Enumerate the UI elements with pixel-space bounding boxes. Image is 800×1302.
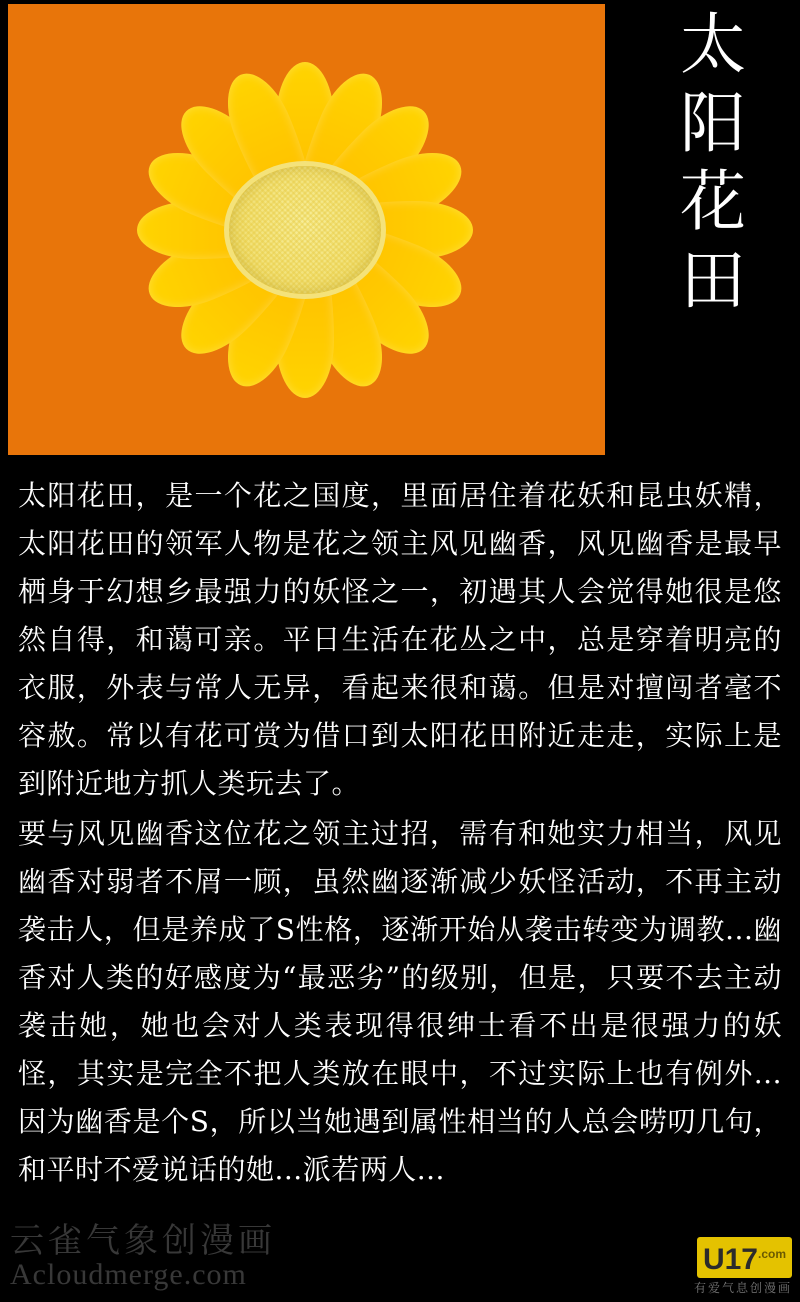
- u17-logo-suffix: .com: [757, 1247, 786, 1261]
- site-watermark-left: [10, 1213, 276, 1292]
- watermark-en-text: Acloudmerge.com: [10, 1258, 247, 1291]
- title-char-4: 田: [680, 241, 748, 319]
- title-char-2: 阳: [680, 84, 748, 162]
- sunflower-icon: [95, 40, 515, 420]
- flower-core: [229, 166, 381, 294]
- u17-logo-subtitle: 有爱气息创漫画: [693, 1281, 792, 1295]
- title-char-1: 太: [680, 6, 748, 83]
- paragraph: 太阳花田，是一个花之国度，里面居住着花妖和昆虫妖精，太阳花田的领军人物是花之领主风见幽香，风见幽香是最早栖身于幻想乡最强力的妖怪之一，初遇其人会觉得她很是悠然自得，和蔼可亲。平日生活在花丛之中，总是穿着明亮的衣服，外表与常人无异，看起来很和蔼。但是对擅闯者毫不容赦。常以有花可赏为借口到太阳花田附近走走，实际上是到附近地方抓人类玩去了。: [18, 479, 782, 800]
- watermark-cn-text: 云雀气象创漫画: [10, 1223, 276, 1260]
- page-title: [654, 6, 774, 320]
- u17-logo: [697, 1237, 792, 1278]
- u17-logo-text: U17: [702, 1243, 758, 1276]
- banner-artwork: [8, 4, 605, 455]
- story-text: [0, 472, 800, 1196]
- title-banner: [0, 0, 800, 460]
- paragraph: 要与风见幽香这位花之领主过招，需有和她实力相当，风见幽香对弱者不屑一顾，虽然幽逐渐减少妖怪活动，不再主动袭击人，但是养成了S性格，逐渐开始从袭击转变为调教...幽香对人类的好感度为“最恶劣”的级别，但是，只要不去主动袭击她，她也会对人类表现得很绅士看不出是很强力的妖怪，其实是完全不把人类放在眼中，不过实际上也有例外...因为幽香是个S，所以当她遇到属性相当的人总会唠叨几句，和平时不爱说话的她...派若两人...: [18, 817, 782, 1186]
- title-char-3: 花: [680, 163, 748, 241]
- site-watermark-right: [694, 1237, 792, 1296]
